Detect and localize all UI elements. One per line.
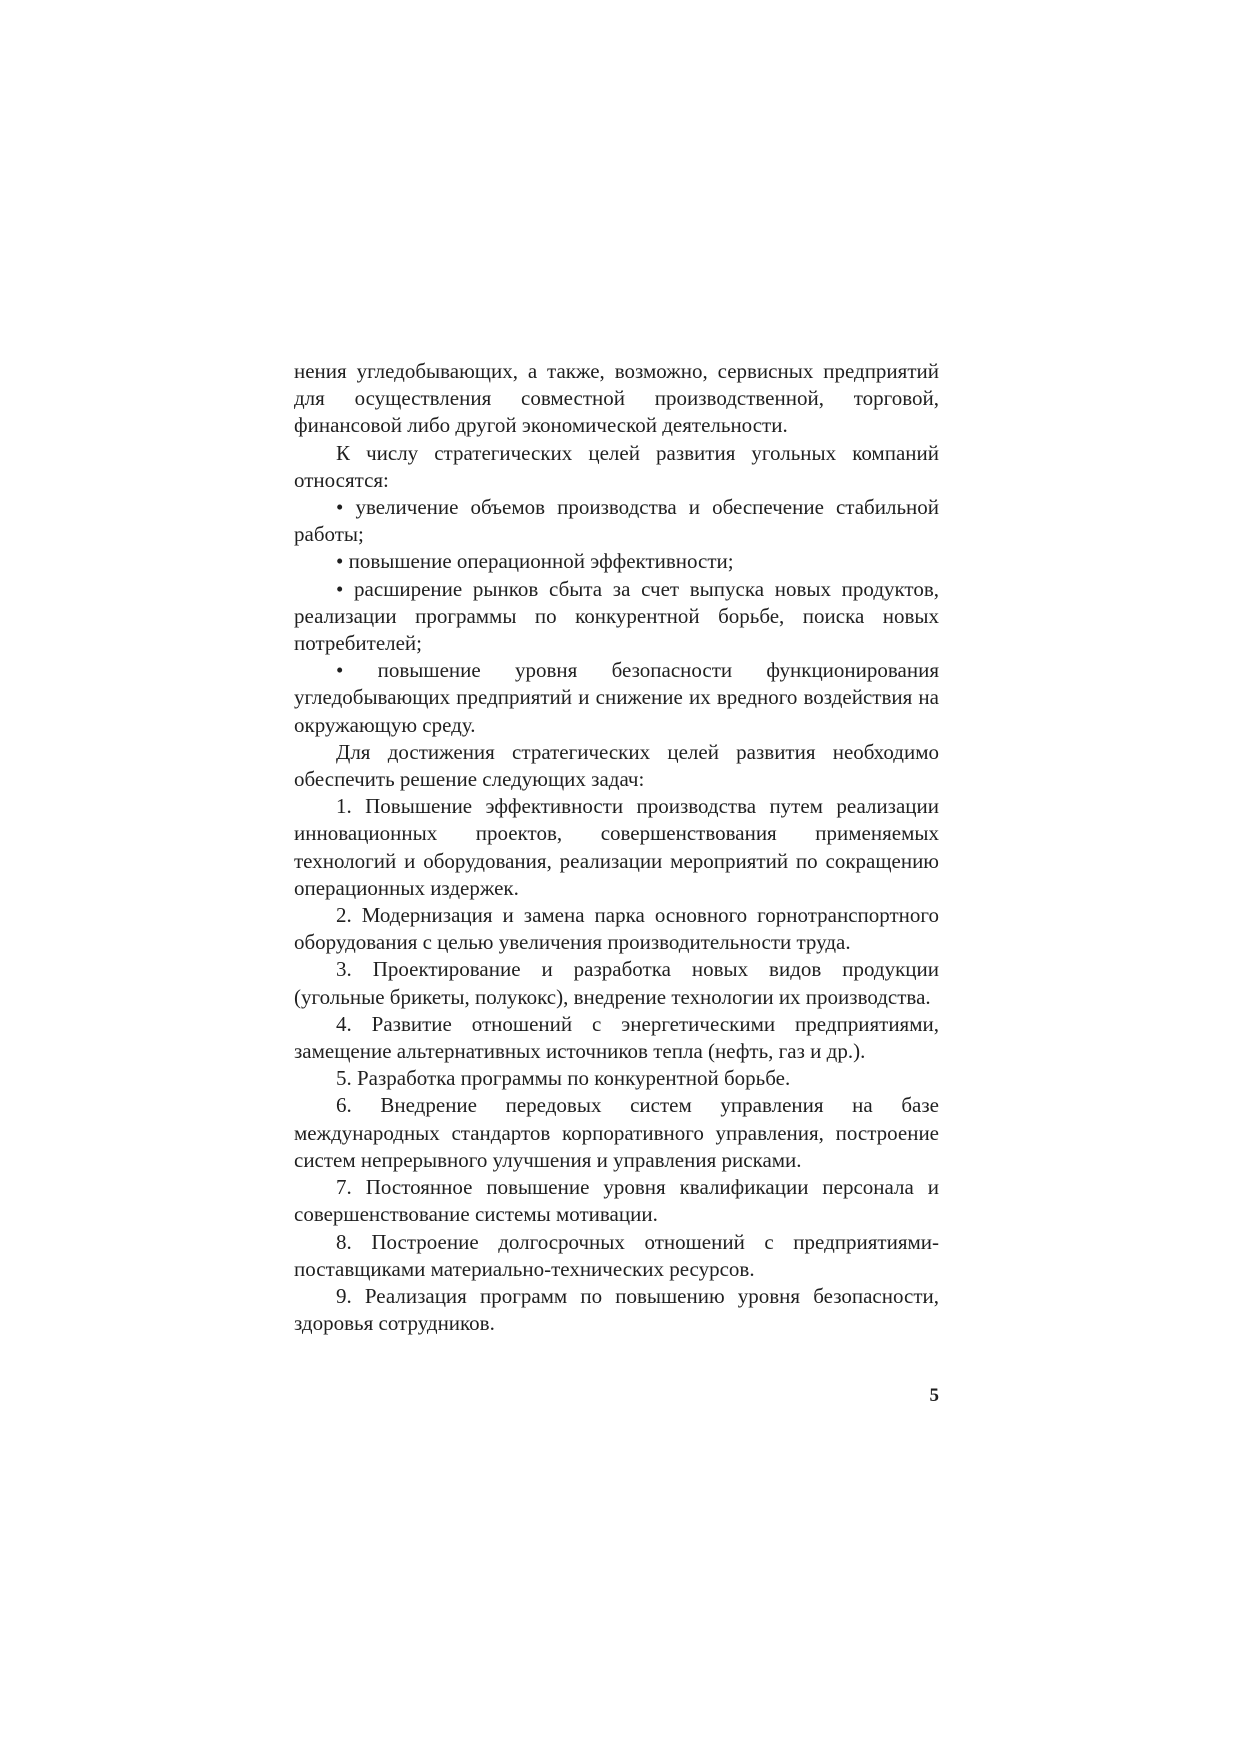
paragraph-tasks-intro: Для достижения стратегических целей развития необходимо обеспечить решение следующих задач: [294, 739, 939, 792]
bullet-item [294, 548, 939, 575]
task-item: 7. Постоянное повышение уровня квалификации персонала и совершенствование системы мотивации. [294, 1175, 939, 1227]
bullet-item [294, 494, 939, 548]
task-item: 6. Внедрение передовых систем управления на базе международных стандартов корпоративного управления, построение систем непрерывного улучшения и управления рисками. [294, 1093, 939, 1172]
task-item: 8. Построение долгосрочных отношений с предприятиями-поставщиками материально-технических ресурсов. [294, 1229, 939, 1281]
bullet-item [294, 576, 939, 658]
task-item: 4. Развитие отношений с энергетическими предприятиями, замещение альтернативных источников тепла (нефть, газ и др.). [294, 1011, 939, 1064]
paragraph-intro-continuation: нения угледобывающих, а также, возможно, сервисных предприятий для осуществления совместной производственной, торговой, финансовой либо другой экономической деятельности. [294, 359, 939, 438]
task-item: 2. Модернизация и замена парка основного горнотранспортного оборудования с целью увеличения производительности труда. [294, 903, 939, 955]
task-item: 1. Повышение эффективности производства путем реализации инновационных проектов, совершенствования применяемых технологий и оборудования, реализации мероприятий по сокращению операционных издержек. [294, 794, 939, 900]
bullet-icon: • [336, 658, 344, 683]
task-item: 9. Реализация программ по повышению уровня безопасности, здоровья сотрудников. [294, 1283, 939, 1336]
bullet-icon: • [336, 495, 344, 520]
bullet-icon: • [336, 549, 344, 574]
bullet-text: расширение рынков сбыта за счет выпуска новых продуктов, реализации программы по конкурентной борьбе, поиска новых потребителей; [294, 576, 939, 656]
bullet-text: повышение операционной эффективности; [348, 549, 734, 574]
task-item: 5. Разработка программы по конкурентной борьбе. [336, 1066, 791, 1091]
paragraph-strategic-goals: К числу стратегических целей развития угольных компаний относятся: [294, 440, 939, 492]
page-body [294, 358, 939, 1337]
page-number: 5 [929, 1385, 939, 1406]
bullet-text: повышение уровня безопасности функционирования угледобывающих предприятий и снижение их вредного воздействия на окружающую среду. [294, 658, 939, 737]
bullet-item [294, 657, 939, 739]
bullet-text: увеличение объемов производства и обеспечение стабильной работы; [294, 495, 939, 547]
bullet-icon: • [336, 576, 344, 601]
task-item: 3. Проектирование и разработка новых видов продукции (угольные брикеты, полукокс), внедрение технологии их производства. [294, 957, 939, 1009]
